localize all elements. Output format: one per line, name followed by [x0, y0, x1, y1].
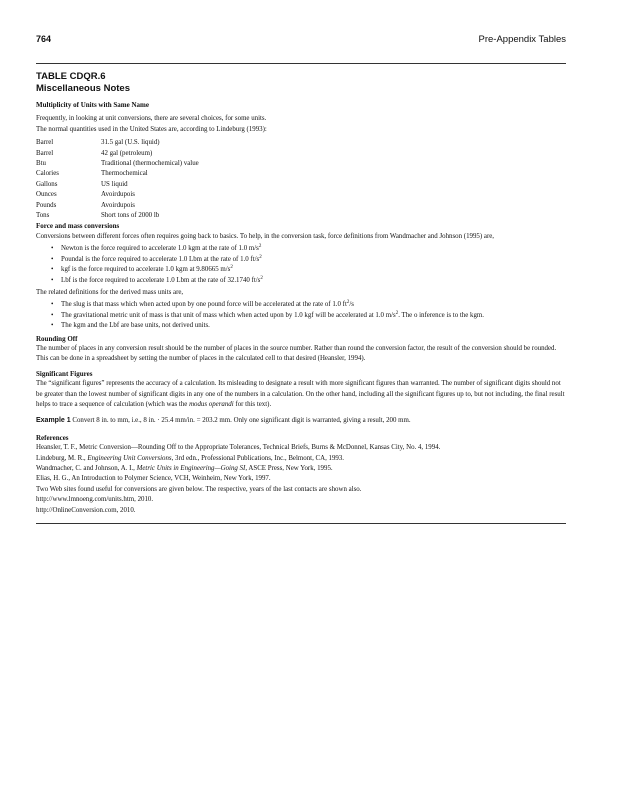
list-item: [36, 300, 566, 310]
section-heading-significant-figures: Significant Figures: [36, 369, 93, 378]
example-label: Example 1: [36, 417, 71, 425]
unit-name: Gallons: [36, 180, 58, 188]
list-item-text: Poundal is the force required to accelerate 1.0 Lbm at the rate of 1.0 ft/s: [61, 255, 260, 263]
paragraph: The normal quantities used in the United States are, according to Lindeburg (1993):: [36, 125, 267, 133]
units-row: [36, 169, 199, 179]
units-table: [36, 138, 199, 221]
reference-text: , ASCE Press, New York, 1995.: [245, 465, 333, 472]
unit-name: Tons: [36, 212, 50, 220]
unit-value: Avoirdupois: [101, 191, 135, 199]
unit-name: Ounces: [36, 191, 57, 199]
paragraph: The related definitions for the derived mass units are,: [36, 288, 184, 296]
list-item-text: /s: [349, 301, 354, 309]
reference-text: http://OnlineConversion.com, 2010.: [36, 506, 136, 514]
units-row: [36, 159, 199, 169]
units-row: [36, 149, 199, 159]
superscript: 2: [346, 300, 350, 306]
paragraph: [36, 379, 566, 410]
text-run: The “significant figures” represents the accuracy of a calculation. Its misleading to designate a result with more significant figures than warranted. The number of significant digits should not be greater than the lowest number of significant digits in any one of the numbers in a calculation. On the other hand, including all the significant figures up to, but not including, the final result helps to trace a sequence of calculation (which was the: [36, 380, 565, 408]
unit-value: 31.5 gal (U.S. liquid): [101, 139, 160, 147]
units-row: [36, 201, 199, 211]
list-item-text: The kgm and the Lbf are base units, not derived units.: [61, 322, 210, 330]
table-number: TABLE CDQR.6: [36, 71, 106, 82]
units-row: [36, 138, 199, 148]
reference-text: Elias, H. G., An Introduction to Polymer Science, VCH, Weinheim, New York, 1997.: [36, 475, 271, 483]
running-title: Pre-Appendix Tables: [478, 34, 566, 45]
units-row: [36, 180, 199, 190]
unit-value: Short tons of 2000 lb: [101, 212, 160, 220]
superscript: 2: [260, 275, 263, 281]
bullet-icon: •: [51, 311, 54, 319]
reference-text: http://www.lmnoeng.com/units.htm, 2010.: [36, 496, 154, 504]
bullet-icon: •: [51, 276, 54, 284]
table-title: Miscellaneous Notes: [36, 83, 130, 94]
page-header: [36, 34, 566, 45]
list-item: [36, 244, 566, 254]
section-heading-multiplicity: Multiplicity of Units with Same Name: [36, 101, 149, 109]
text-run: for this text).: [233, 400, 272, 408]
unit-name: Barrel: [36, 139, 54, 147]
superscript: 2: [230, 265, 233, 271]
section-heading-rounding: Rounding Off: [36, 334, 78, 343]
list-item: [36, 265, 566, 275]
reference-italic: Engineering Unit Conversions: [87, 454, 172, 462]
header-rule: [36, 63, 566, 64]
italic-text: modus operandi: [189, 400, 234, 408]
list-item-text: The gravitational metric unit of mass is that unit of mass which when acted upon by 1.0 kgf will be accelerated at 1.0 m/s: [61, 311, 396, 319]
bullet-icon: •: [51, 255, 54, 263]
reference-item: [36, 464, 566, 474]
reference-text: Lindeburg, M. R.,: [36, 454, 88, 462]
force-definitions-list: [36, 244, 566, 286]
section-heading-force: Force and mass conversions: [36, 222, 120, 231]
superscript: 2: [258, 244, 262, 250]
reference-italic: Metric Units in Engineering—Going SI: [136, 465, 246, 472]
bullet-icon: •: [51, 322, 54, 330]
unit-name: Pounds: [36, 201, 57, 209]
reference-text: Two Web sites found useful for conversions are given below. The respective, years of the last contacts are shown also.: [36, 485, 362, 493]
reference-text: Wandmacher, C. and Johnson, A. I.,: [36, 465, 137, 472]
paragraph: Conversions between different forces often requires going back to basics. To help, in the conversion task, force definitions from Wandmacher and Johnson (1995) are,: [36, 232, 495, 240]
page: [36, 34, 566, 524]
list-item: [36, 276, 566, 286]
unit-name: Barrel: [36, 149, 54, 157]
list-item: [36, 321, 566, 331]
paragraph: Frequently, in looking at unit conversions, there are several choices, for some units.: [36, 115, 267, 123]
reference-item: [36, 454, 566, 464]
list-item-text: Newton is the force required to accelerate 1.0 kgm at the rate of 1.0 m/s: [61, 245, 259, 253]
list-item: [36, 255, 566, 265]
mass-definitions-list: [36, 300, 566, 331]
reference-item: [36, 495, 566, 505]
footer-rule: [36, 523, 566, 524]
superscript: 2: [395, 310, 399, 316]
list-item-text: kgf is the force required to accelerate 1.0 kgm at 9.80665 m/s: [61, 266, 231, 274]
unit-value: Avoirdupois: [101, 201, 135, 209]
reference-item: [36, 474, 566, 484]
page-number: 764: [36, 34, 52, 44]
unit-value: Traditional (thermochemical) value: [101, 160, 199, 168]
bullet-icon: •: [51, 266, 54, 274]
reference-text: Heansler, T. F., Metric Conversion—Rounding Off to the Appropriate Tolerances, Technical Briefs, Burns & McDonnel, Kansas City, No. 4, 1994.: [36, 444, 441, 452]
unit-value: Thermochemical: [101, 170, 148, 178]
list-item-text: . The o inference is to the kgm.: [398, 311, 484, 319]
bullet-icon: •: [51, 301, 54, 309]
reference-item: [36, 485, 566, 495]
list-item-text: Lbf is the force required to accelerate 1.0 Lbm at the rate of 32.1740 ft/s: [61, 276, 261, 284]
superscript: 2: [259, 254, 262, 260]
unit-name: Btu: [36, 160, 46, 168]
unit-value: US liquid: [101, 180, 128, 188]
reference-text: , 3rd edn., Professional Publications, Inc., Belmont, CA, 1993.: [171, 454, 345, 462]
unit-value: 42 gal (petroleum): [101, 149, 153, 157]
list-item: [36, 311, 566, 321]
table-body: [36, 100, 566, 516]
units-row: [36, 190, 199, 200]
section-heading-references: References: [36, 433, 69, 442]
example-paragraph: [36, 416, 566, 426]
example-text: Convert 8 in. to mm, i.e., 8 in. · 25.4 mm/in. = 203.2 mm. Only one significant digit is warranted, giving a result, 200 mm.: [72, 417, 411, 425]
reference-item: [36, 443, 566, 453]
bullet-icon: •: [51, 245, 54, 253]
units-row: [36, 211, 199, 221]
unit-name: Calories: [36, 170, 59, 178]
list-item-text: The slug is that mass which when acted upon by one pound force will be accelerated at the rate of 1.0 ft: [61, 301, 347, 309]
reference-item: [36, 506, 566, 516]
references-list: [36, 443, 566, 516]
paragraph: The number of places in any conversion result should be the number of places in the source number. Rather than round the conversion factor, the result of the conversion should be rounded. This can be done in a spreadsheet by setting the number of places in the calculated cell to that desired (Heansler, 1994).: [36, 344, 557, 363]
